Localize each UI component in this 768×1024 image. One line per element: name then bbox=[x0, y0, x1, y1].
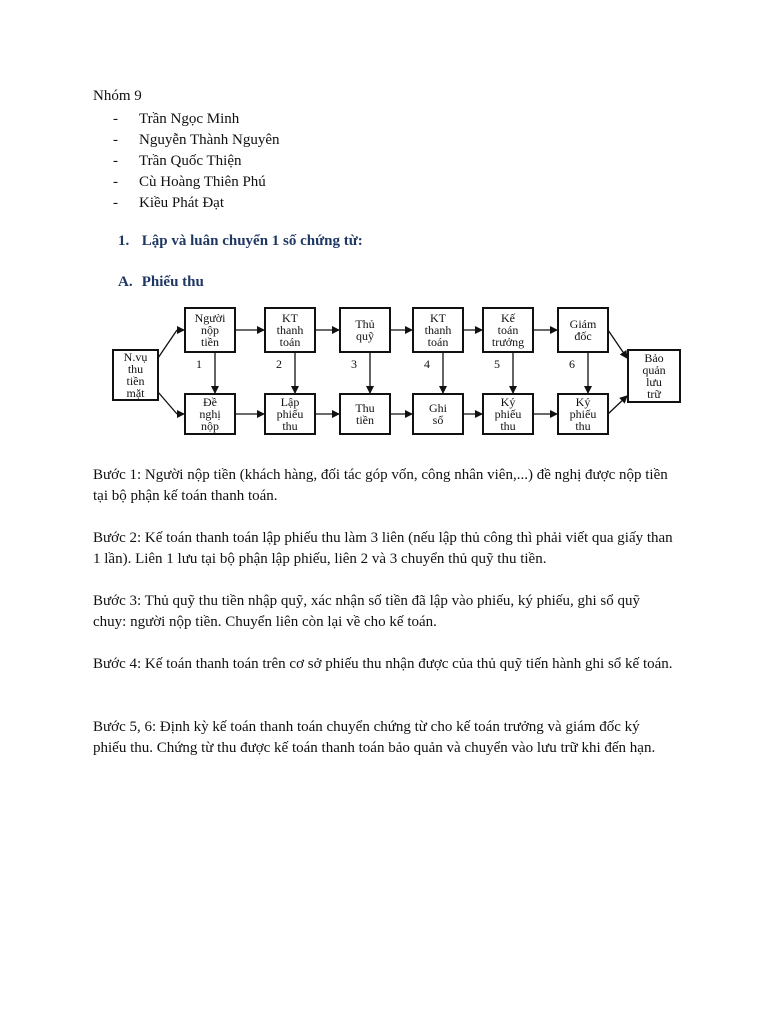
process-box-top-label: KT bbox=[430, 311, 446, 325]
process-box-top-label: thanh bbox=[276, 323, 304, 337]
member-item bbox=[113, 172, 280, 193]
step-paragraph: Bước 2: Kế toán thanh toán lập phiếu thu làm 3 liên (nếu lập thủ công thì phải viết qua giấy than 1 lần). Liên 1 lưu tại bộ phận lập phiếu, liên 2 và 3 chuyển thủ quỹ thu tiền. bbox=[93, 530, 673, 567]
step-number: 2 bbox=[276, 357, 282, 371]
end-box-label: lưu bbox=[646, 375, 662, 389]
process-box-bottom-label: Ghi bbox=[429, 401, 447, 415]
list-dash: - bbox=[113, 174, 118, 190]
member-name: Trần Quốc Thiện bbox=[139, 153, 242, 169]
member-name: Cù Hoàng Thiên Phú bbox=[139, 174, 266, 190]
section-heading bbox=[118, 233, 363, 250]
step-number: 6 bbox=[569, 357, 575, 371]
step-paragraph: Bước 1: Người nộp tiền (khách hàng, đối tác góp vốn, công nhân viên,...) đề nghị được nộp tiền tại bộ phận kế toán thanh toán. bbox=[93, 467, 668, 504]
process-box-bottom-label: thu bbox=[282, 419, 298, 433]
process-box-top-label: nộp bbox=[201, 323, 219, 337]
step-number: 4 bbox=[424, 357, 430, 371]
member-name: Trần Ngọc Minh bbox=[139, 111, 240, 127]
process-box-bottom-label: phiếu bbox=[276, 407, 304, 421]
process-box-top-label: Người bbox=[194, 311, 226, 325]
process-box-top-label: toán bbox=[279, 335, 301, 349]
process-box-bottom-label: Thu bbox=[355, 401, 375, 415]
flow-arrow bbox=[608, 396, 627, 414]
process-box-bottom-label: phiếu bbox=[494, 407, 522, 421]
start-box-label: N.vụ bbox=[123, 350, 148, 364]
step-paragraph: Bước 4: Kế toán thanh toán trên cơ sở phiếu thu nhận được của thủ quỹ tiến hành ghi sổ kế toán. bbox=[93, 656, 673, 672]
process-box-top-label: KT bbox=[282, 311, 298, 325]
list-dash: - bbox=[113, 195, 118, 211]
process-box-bottom-label: Lập bbox=[280, 395, 300, 409]
process-box-top-label: thanh bbox=[424, 323, 452, 337]
step-paragraph: Bước 5, 6: Định kỳ kế toán thanh toán chuyển chứng từ cho kế toán trưởng và giám đốc ký phiếu thu. Chứng từ thu được kế toán thanh toán bảo quản và chuyển vào lưu trữ khi đến hạn. bbox=[93, 719, 656, 756]
member-item bbox=[113, 109, 280, 130]
process-box-bottom-label: Ký bbox=[500, 395, 516, 409]
subsection-heading bbox=[118, 274, 204, 291]
process-box-bottom-label: thu bbox=[575, 419, 591, 433]
process-box-bottom-label: phiếu bbox=[569, 407, 597, 421]
process-box-top-label: toán bbox=[497, 323, 519, 337]
connector-line bbox=[158, 330, 177, 358]
subsection-letter: A. bbox=[118, 274, 133, 290]
list-dash: - bbox=[113, 132, 118, 148]
process-box-bottom-label: nghị bbox=[199, 407, 221, 421]
process-box-top-label: trưởng bbox=[491, 335, 525, 349]
start-box-label: mặt bbox=[126, 386, 145, 400]
step-number: 3 bbox=[351, 357, 357, 371]
process-box-top-label: tiền bbox=[201, 335, 219, 349]
process-box-top-label: Thủ bbox=[355, 317, 375, 331]
member-name: Kiều Phát Đạt bbox=[139, 195, 224, 211]
list-dash: - bbox=[113, 153, 118, 169]
section-number: 1. bbox=[118, 233, 130, 249]
process-box-bottom-label: nộp bbox=[201, 419, 219, 433]
list-dash: - bbox=[113, 111, 118, 127]
step-paragraph: Bước 3: Thủ quỹ thu tiền nhập quỹ, xác nhận số tiền đã lập vào phiếu, ký phiếu, ghi sổ quỹ chuy: người nộp tiền. Chuyển liên còn lại về cho kế toán. bbox=[93, 593, 640, 630]
member-item bbox=[113, 151, 280, 172]
member-item bbox=[113, 193, 280, 214]
group-title: Nhóm 9 bbox=[93, 88, 142, 104]
start-box-label: thu bbox=[127, 362, 144, 376]
connector-line bbox=[158, 392, 177, 414]
end-box-label: quản bbox=[642, 363, 666, 377]
section-title: Lập và luân chuyển 1 số chứng từ: bbox=[141, 233, 363, 249]
process-box-bottom-label: sổ bbox=[432, 413, 444, 427]
end-box-label: Bảo bbox=[644, 351, 664, 365]
member-list bbox=[113, 109, 280, 214]
process-box-top-label: đốc bbox=[574, 329, 592, 343]
process-box-bottom-label: thu bbox=[500, 419, 516, 433]
process-box-top-label: toán bbox=[427, 335, 449, 349]
subsection-title: Phiếu thu bbox=[141, 274, 204, 290]
end-box-label: trữ bbox=[647, 387, 661, 401]
flow-diagram-svg bbox=[105, 300, 695, 444]
process-box-bottom-label: Đề bbox=[203, 395, 217, 409]
start-box-label: tiền bbox=[126, 374, 145, 388]
flow-arrow bbox=[608, 330, 627, 358]
member-item bbox=[113, 130, 280, 151]
step-number: 5 bbox=[494, 357, 500, 371]
process-box-top-label: Kế bbox=[501, 311, 515, 325]
member-name: Nguyễn Thành Nguyên bbox=[139, 132, 280, 148]
process-box-bottom-label: tiền bbox=[356, 413, 374, 427]
process-box-bottom-label: Ký bbox=[575, 395, 591, 409]
step-number: 1 bbox=[196, 357, 202, 371]
process-box-top-label: quỹ bbox=[356, 329, 374, 343]
flow-diagram bbox=[105, 300, 695, 444]
process-box-top-label: Giám bbox=[569, 317, 597, 331]
